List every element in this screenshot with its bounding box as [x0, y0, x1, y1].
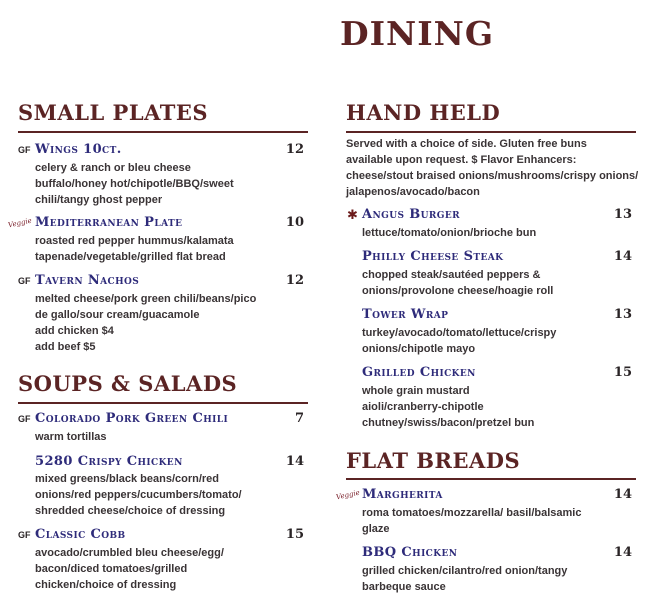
menu-item-description: melted cheese/pork green chili/beans/pico de gallo/sour cream/guacamole add chicken $4 add beef $5 [35, 293, 257, 353]
menu-item-name: Grilled Chicken [362, 365, 476, 380]
gluten-free-badge: GF [18, 276, 31, 286]
gluten-free-badge: GF [18, 530, 31, 540]
menu-item-name: Tavern Nachos [35, 273, 140, 288]
menu-item-description: chopped steak/sautéed peppers & onions/provolone cheese/hoagie roll [362, 269, 554, 297]
section-divider [346, 131, 636, 133]
section-title-hand-held: HAND HELD [346, 100, 501, 125]
page-title: DINING [340, 14, 495, 53]
hand-held-intro: Served with a choice of side. Gluten free buns available upon request. $ Flavor Enhancers: cheese/stout braised onions/mushrooms/crispy onions/ jalapenos/avocado/bacon [346, 138, 639, 198]
menu-item-description: roma tomatoes/mozzarella/ basil/balsamic glaze [362, 507, 582, 535]
menu-item-description: warm tortillas [35, 431, 107, 443]
menu-item-name: Mediterranean Plate [35, 215, 183, 230]
menu-item-price: 15 [613, 365, 632, 380]
menu-item-price: 14 [613, 487, 632, 502]
menu-item-price: 14 [285, 454, 304, 469]
menu-item-price: 15 [285, 527, 304, 542]
menu-item-description: avocado/crumbled bleu cheese/egg/ bacon/diced tomatoes/grilled chicken/choice of dressing [35, 547, 224, 591]
section-divider [346, 478, 636, 480]
menu-item-price: 12 [285, 273, 304, 288]
menu-item-name: BBQ Chicken [362, 545, 458, 560]
section-title-flat-breads: FLAT BREADS [346, 448, 521, 473]
menu-item-name: Angus Burger [362, 207, 461, 222]
menu-item-price: 13 [613, 207, 632, 222]
menu-item-price: 12 [285, 142, 304, 157]
star-icon: ✱ [347, 207, 358, 222]
menu-item-price: 14 [613, 249, 632, 264]
menu-item-price: 14 [613, 545, 632, 560]
menu-item-price: 10 [285, 215, 304, 230]
section-title-soups-salads: SOUPS & SALADS [18, 371, 238, 396]
section-title-small-plates: SMALL PLATES [18, 100, 209, 125]
gluten-free-badge: GF [18, 145, 31, 155]
menu-item-description: roasted red pepper hummus/kalamata tapenade/vegetable/grilled flat bread [35, 235, 234, 263]
menu-item-name: 5280 Crispy Chicken [35, 454, 183, 469]
menu-item-description: lettuce/tomato/onion/brioche bun [362, 227, 537, 239]
menu-item-name: Wings 10ct. [35, 142, 122, 157]
menu-item-description: mixed greens/black beans/corn/red onions/red peppers/cucumbers/tomato/ shredded cheese/choice of dressing [35, 473, 242, 517]
menu-item-name: Tower Wrap [362, 307, 449, 322]
gluten-free-badge: GF [18, 414, 31, 424]
menu-item-name: Margherita [362, 487, 443, 502]
menu-item-name: Classic Cobb [35, 527, 126, 542]
menu-item-description: whole grain mustard aioli/cranberry-chipotle chutney/swiss/bacon/pretzel bun [362, 385, 535, 429]
menu-item-name: Colorado Pork Green Chili [35, 411, 229, 426]
menu-item-description: grilled chicken/cilantro/red onion/tangy barbeque sauce [362, 565, 568, 593]
section-divider [18, 131, 308, 133]
menu-item-description: celery & ranch or bleu cheese buffalo/honey hot/chipotle/BBQ/sweet chili/tangy ghost pepper [35, 162, 234, 206]
section-divider [18, 402, 308, 404]
veggie-badge: Veggie [335, 488, 361, 502]
menu-item-description: turkey/avocado/tomato/lettuce/crispy onions/chipotle mayo [362, 327, 557, 355]
veggie-badge: Veggie [7, 216, 33, 230]
menu-item-price: 7 [294, 411, 304, 426]
menu-item-price: 13 [613, 307, 632, 322]
menu-item-name: Philly Cheese Steak [362, 249, 504, 264]
